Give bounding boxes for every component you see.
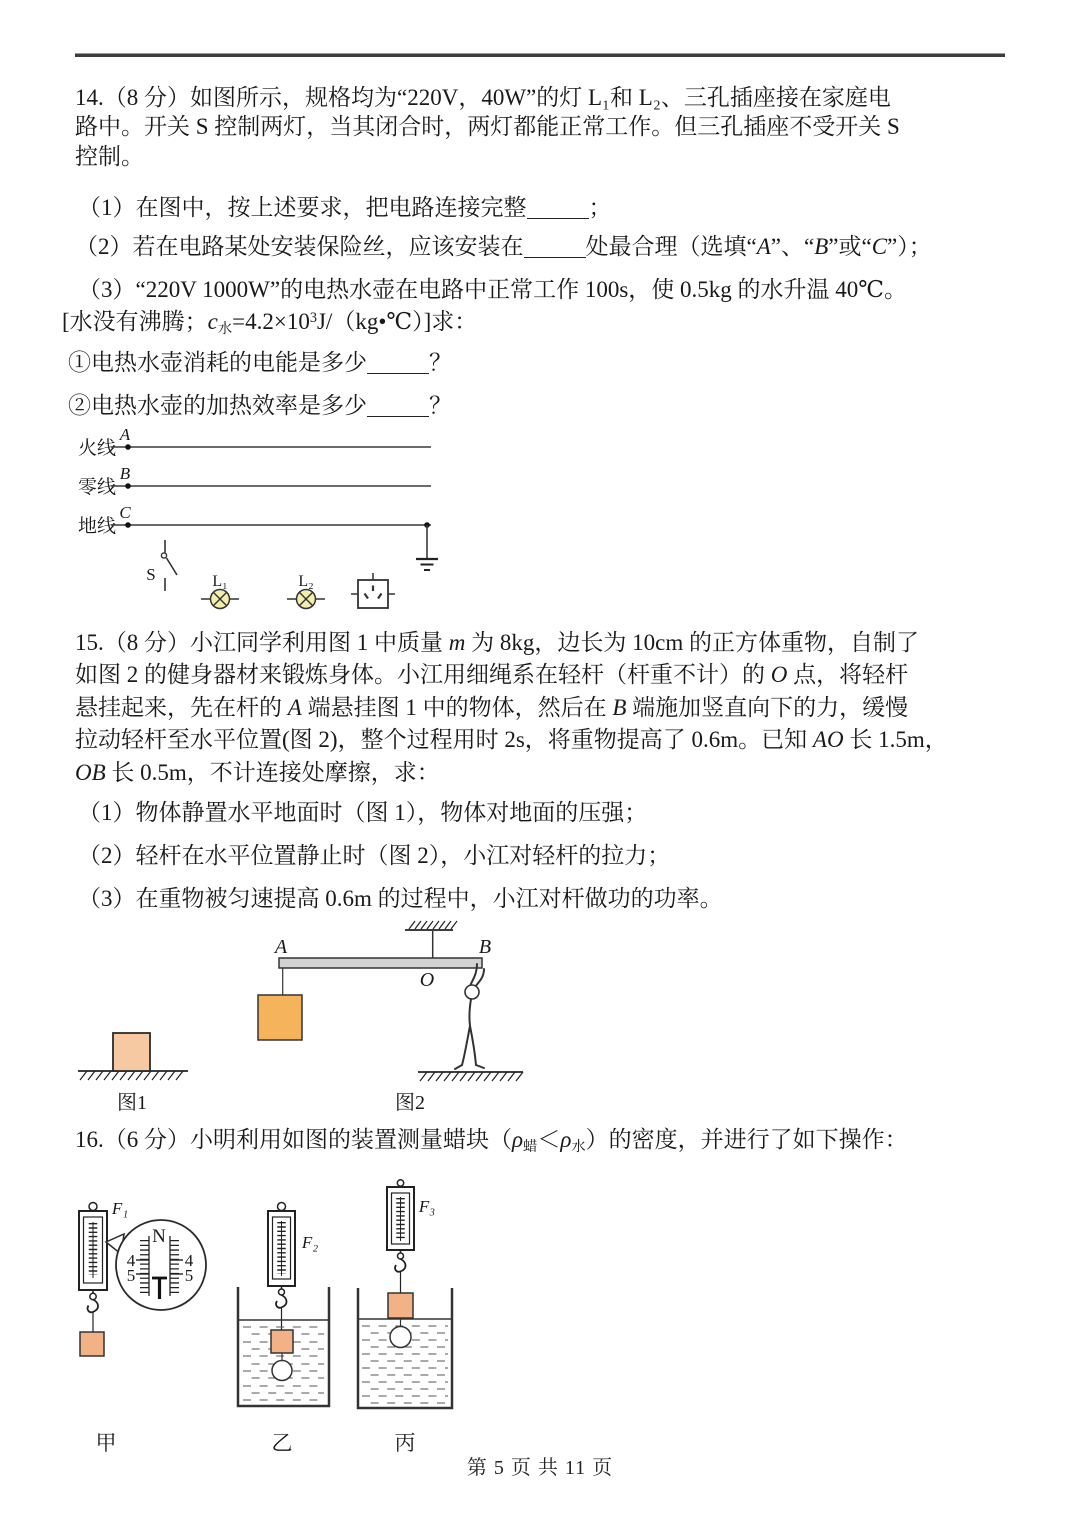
lamp-l1-label: L₁ xyxy=(212,573,228,590)
q14-item-1: （1）在图中，按上述要求，把电路连接完整 ； xyxy=(78,195,612,220)
unit-n-label: N xyxy=(152,1226,166,1247)
scale-tick-4-left: 4 xyxy=(126,1251,136,1270)
q15-line-4: 拉动轻杆至水平位置(图 2)，整个过程用时 2s，将重物提高了 0.6m。已知 AO 长 1.5m， xyxy=(75,727,948,753)
terminal-b-dot xyxy=(125,483,131,489)
switch-symbol xyxy=(161,540,177,591)
circuit-diagram xyxy=(75,428,447,624)
live-wire-label: 火线 xyxy=(78,438,117,459)
wax-block-jia xyxy=(80,1332,104,1356)
q15-line-5: OB 长 0.5m，不计连接处摩擦，求： xyxy=(75,759,440,785)
switch-label: S xyxy=(146,565,156,584)
neutral-wire-label: 零线 xyxy=(78,477,117,498)
wax-block-yi xyxy=(271,1330,293,1353)
question-14-stem xyxy=(75,83,900,171)
caption-yi: 乙 xyxy=(271,1431,293,1455)
page-number-footer: 第 5 页 共 11 页 xyxy=(466,1457,614,1479)
fig2-hanging-block xyxy=(258,995,302,1040)
question-15-stem xyxy=(75,627,948,789)
fig2-point-b-label: B xyxy=(478,936,492,958)
q15-item-3: （3）在重物被匀速提高 0.6m 的过程中，小江对杆做功的功率。 xyxy=(78,886,723,911)
question-16-stem: 16.（6 分）小明利用如图的装置测量蜡块$(\rho_蜡<\rho_水)$的密度，并进行了如下操作： xyxy=(75,1127,908,1155)
q14-line-3: 控制。 xyxy=(75,143,144,169)
terminal-c-dot xyxy=(125,522,131,528)
q15-item-2: （2）轻杆在水平位置静止时（图 2），小江对轻杆的拉力； xyxy=(78,843,671,868)
wax-block-bing xyxy=(388,1293,413,1318)
terminal-a-label: A xyxy=(119,428,131,444)
lever-figure xyxy=(75,916,530,1116)
magnifier-inset xyxy=(106,1220,206,1310)
force-f2-label: F₂ xyxy=(301,1233,319,1252)
metal-ball-yi xyxy=(272,1361,292,1381)
caption-bing: 丙 xyxy=(394,1431,416,1455)
q14-subitem-1: ①电热水壶消耗的电能是多少 ？ xyxy=(68,350,452,375)
lamp-l2-symbol xyxy=(287,590,325,609)
q15-item-1: （1）物体静置水平地面时（图 1），物体对地面的压强； xyxy=(78,800,648,825)
scale-tick-5-right: 5 xyxy=(184,1266,194,1285)
lamp-l2-label: L₂ xyxy=(298,573,314,590)
fig2-lever-bar xyxy=(279,958,482,968)
spring-scale-yi xyxy=(268,1203,295,1331)
fig2-ground-hatch xyxy=(420,1072,523,1081)
header-rule xyxy=(75,53,1005,57)
spring-scale-jia xyxy=(79,1203,107,1333)
q15-line-2: 如图 2 的健身器材来锻炼身体。小江用细绳系在轻杆（杆重不计）的 O 点，将轻杆 xyxy=(75,662,909,688)
q14-line-2: 路中。开关 S 控制两灯，当其闭合时，两灯都能正常工作。但三孔插座不受开关 S xyxy=(75,114,900,140)
fig2-point-a-label: A xyxy=(274,936,288,958)
scale-tick-4-right: 4 xyxy=(184,1251,194,1270)
terminal-b-label: B xyxy=(119,464,131,483)
q14-line-1: 14.（8 分）如图所示，规格均为“220V，40W”的灯 L₁和 L₂、三孔插座接在家庭电 xyxy=(75,85,891,110)
fig1-caption: 图1 xyxy=(117,1092,147,1114)
terminal-c-label: C xyxy=(119,503,131,522)
density-figure xyxy=(60,1178,460,1460)
q15-line-3: 悬挂起来，先在杆的 A 端悬挂图 1 中的物体，然后在 B 端施加竖直向下的力，缓慢 xyxy=(75,694,909,720)
caption-jia: 甲 xyxy=(95,1431,117,1455)
spring-scale-bing xyxy=(387,1180,414,1293)
scale-tick-5-left: 5 xyxy=(126,1266,136,1285)
fig1-cube-block xyxy=(113,1033,150,1071)
socket-symbol xyxy=(351,573,395,608)
earth-wire-label: 地线 xyxy=(78,516,117,537)
q14-subitem-2: ②电热水壶的加热效率是多少 ？ xyxy=(68,393,452,418)
q14-item-3: （3）“220V 1000W”的电热水壶在电路中正常工作 100s，使 0.5kg 的水升温 40℃。 xyxy=(78,277,907,302)
fig1-ground-hatch xyxy=(80,1071,183,1080)
fig2-caption: 图2 xyxy=(395,1092,425,1114)
ground-symbol xyxy=(416,559,438,570)
fig2-point-o-label: O xyxy=(419,969,435,991)
person-figure xyxy=(455,964,484,1069)
terminal-a-dot xyxy=(125,444,131,450)
force-f3-label: F₃ xyxy=(418,1197,436,1216)
metal-ball-bing xyxy=(390,1327,411,1348)
q14-item-2: （2）若在电路某处安装保险丝，应该安装在 处最合理（选填“A”、“B”或“C”）； xyxy=(75,234,932,259)
force-f1-label: F₁ xyxy=(111,1199,129,1218)
q15-line-1: 15.（8 分）小江同学利用图 1 中质量 m 为 8kg，边长为 10cm 的正方体重物，自制了 xyxy=(75,630,919,655)
q14-item-3-note: [水没有沸腾；$c_水=4.2\times 10^3J/(kg•℃)$]求： xyxy=(62,309,478,338)
lamp-l1-symbol xyxy=(201,590,239,609)
fig2-ceiling-hatch xyxy=(409,921,457,929)
